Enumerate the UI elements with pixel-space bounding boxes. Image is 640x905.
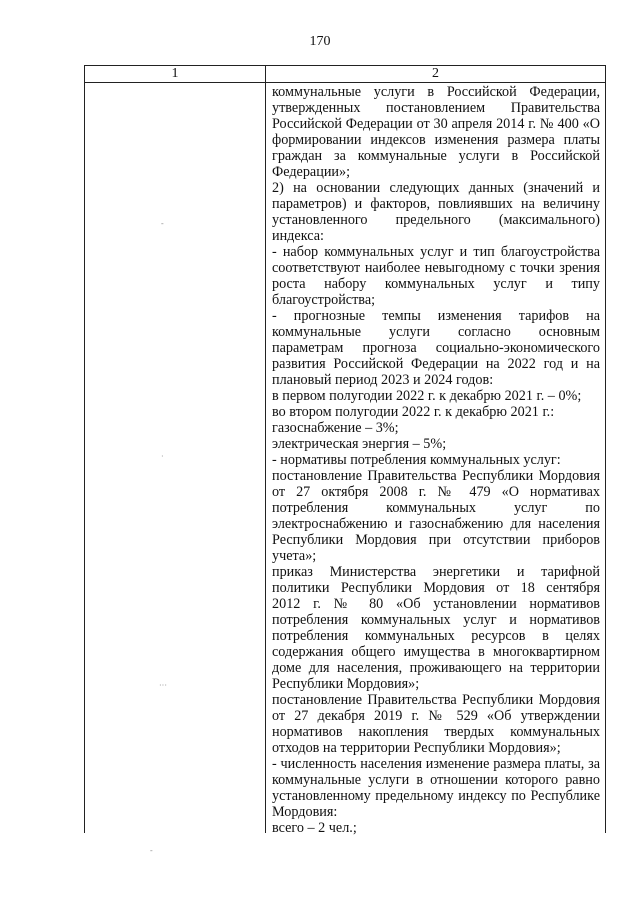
text-line: от 27 октября 2008 г. № 479 «О нормативах bbox=[272, 484, 600, 500]
text-line: роста набору коммунальных услуг и типу bbox=[272, 276, 600, 292]
text-line: установленному предельному индексу по Республике bbox=[272, 788, 600, 804]
text-line: развития Российской Федерации на 2022 год и на bbox=[272, 356, 600, 372]
text-line: Российской Федерации от 30 апреля 2014 г. № 400 «О bbox=[272, 116, 600, 132]
column-header-2: 2 bbox=[432, 66, 439, 81]
text-line: 2) на основании следующих данных (значений и bbox=[272, 180, 600, 196]
text-line: 2012 г. № 80 «Об установлении нормативов bbox=[272, 596, 600, 612]
text-line: потребления коммунальных ресурсов в целях bbox=[272, 628, 600, 644]
text-line: Республики Мордовия при отсутствии приборов bbox=[272, 532, 600, 548]
text-line: - набор коммунальных услуг и тип благоустройства bbox=[272, 244, 600, 260]
text-line: от 27 декабря 2019 г. № 529 «Об утверждении bbox=[272, 708, 600, 724]
text-line: - численность населения изменение размера платы, за bbox=[272, 756, 600, 772]
text-line: граждан за коммунальные услуги в Российской bbox=[272, 148, 600, 164]
text-line: электроснабжению и газоснабжению для населения bbox=[272, 516, 600, 532]
text-line: постановление Правительства Республики Мордовия bbox=[272, 468, 600, 484]
text-line: утвержденных постановлением Правительства bbox=[272, 100, 600, 116]
text-line: потребления коммунальных услуг и нормативов bbox=[272, 612, 600, 628]
page-number: 170 bbox=[309, 34, 331, 49]
text-line: коммунальные услуги в отношении которого равно bbox=[272, 772, 600, 788]
text-line: - прогнозные темпы изменения тарифов на bbox=[272, 308, 600, 324]
text-line: формировании индексов изменения размера платы bbox=[272, 132, 600, 148]
text-line: потребления коммунальных услуг по bbox=[272, 500, 600, 516]
text-line: в первом полугодии 2022 г. к декабрю 2021 г. – 0%; bbox=[272, 388, 582, 404]
text-line: параметрам прогноза социально-экономического bbox=[272, 340, 600, 356]
text-line: параметров) и факторов, повлиявших на величину bbox=[272, 196, 600, 212]
scan-mark: ··· bbox=[159, 681, 167, 690]
document-table bbox=[84, 65, 606, 836]
text-line: Республики Мордовия»; bbox=[272, 676, 420, 692]
text-line: газоснабжение – 3%; bbox=[272, 420, 399, 436]
text-line: плановый период 2023 и 2024 годов: bbox=[272, 372, 494, 388]
text-line: Мордовия: bbox=[272, 804, 338, 820]
text-line: политики Республики Мордовия от 18 сентября bbox=[272, 580, 600, 596]
text-line: нормативов накопления твердых коммунальных bbox=[272, 724, 600, 740]
scan-mark: - bbox=[150, 846, 153, 855]
text-line: приказ Министерства энергетики и тарифной bbox=[272, 564, 600, 580]
text-line: всего – 2 чел.; bbox=[272, 820, 357, 836]
scan-mark: - bbox=[161, 219, 164, 228]
text-line: отходов на территории Республики Мордовия»; bbox=[272, 740, 561, 756]
left-column-cell bbox=[85, 83, 265, 834]
scan-mark: · bbox=[161, 452, 164, 461]
text-line: индекса: bbox=[272, 228, 324, 244]
column-header-1: 1 bbox=[171, 66, 179, 81]
column-divider bbox=[265, 66, 266, 833]
text-line: коммунальные услуги согласно основным bbox=[272, 324, 600, 340]
text-line: коммунальные услуги в Российской Федерации, bbox=[272, 84, 600, 100]
text-line: электрическая энергия – 5%; bbox=[272, 436, 447, 452]
text-line: доме для населения, проживающего на территории bbox=[272, 660, 600, 676]
text-line: содержания общего имущества в многоквартирном bbox=[272, 644, 600, 660]
text-line: соответствуют наиболее невыгодному с точки зрения bbox=[272, 260, 600, 276]
text-line: - нормативы потребления коммунальных услуг: bbox=[272, 452, 561, 468]
table-header-row bbox=[85, 66, 605, 83]
text-line: учета»; bbox=[272, 548, 317, 564]
text-line: Федерации»; bbox=[272, 164, 351, 180]
text-line: благоустройства; bbox=[272, 292, 376, 308]
text-line: установленного предельного (максимального) bbox=[272, 212, 600, 228]
right-column-text bbox=[272, 84, 600, 836]
text-line: постановление Правительства Республики Мордовия bbox=[272, 692, 600, 708]
text-line: во втором полугодии 2022 г. к декабрю 2021 г.: bbox=[272, 404, 555, 420]
